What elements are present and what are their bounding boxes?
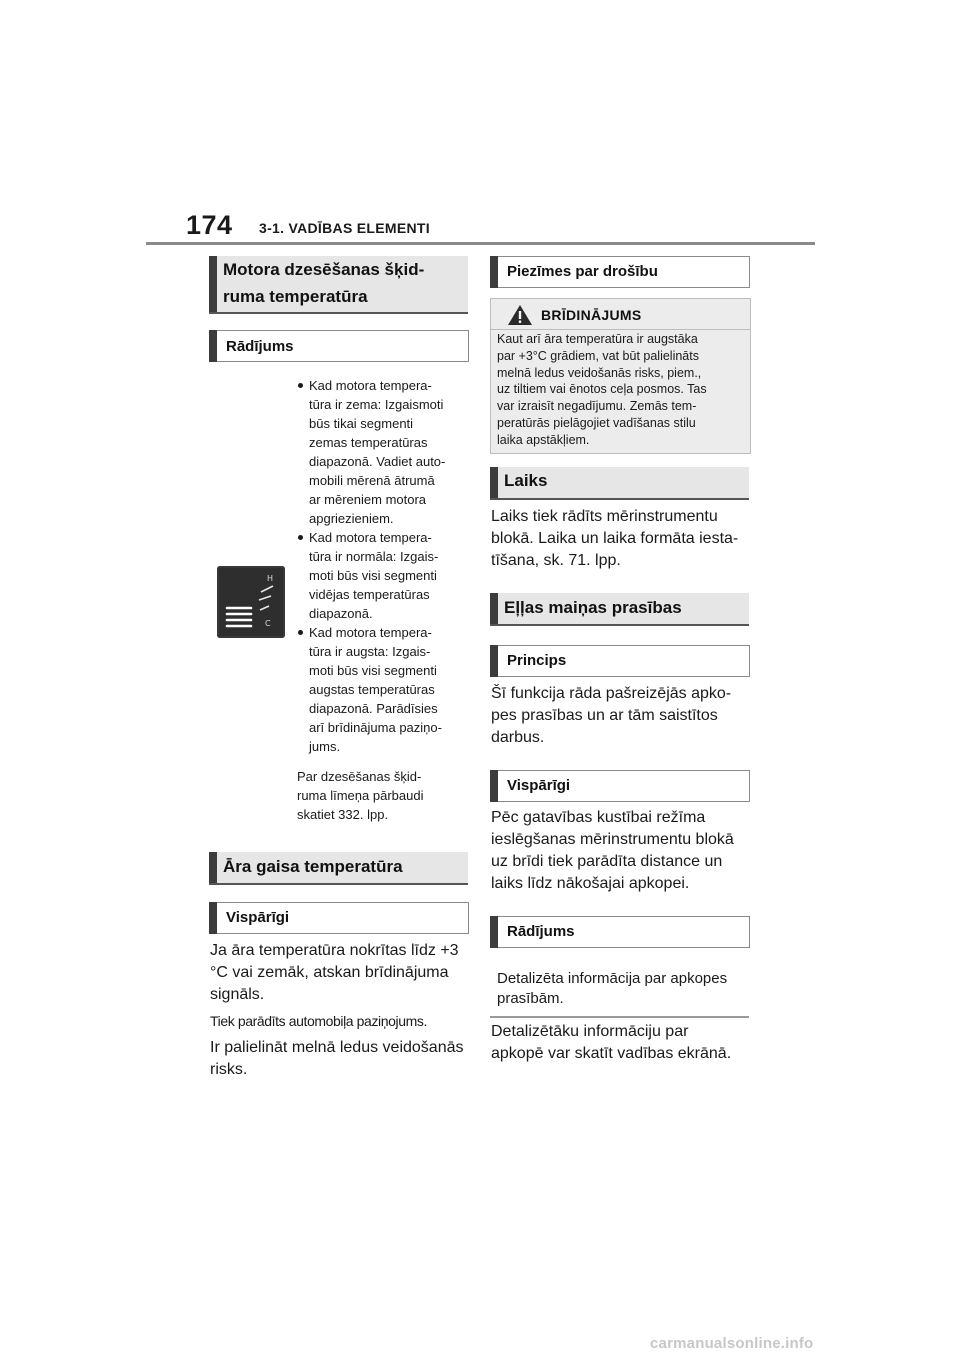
- service-info-box: [490, 966, 749, 1018]
- subheading-label: Piezīmes par drošību: [507, 263, 658, 280]
- warning-line: peratūrās pielāgojiet vadīšanas stilu: [497, 415, 696, 430]
- paragraph-line: ieslēgšanas mērinstrumentu blokā: [491, 831, 734, 848]
- paragraph-line: uz brīdi tiek parādīta distance un: [491, 853, 723, 870]
- subheading-accent-bar: [209, 902, 217, 934]
- vehicle-message-note: Tiek parādīts automobiļa paziņojums.: [210, 1013, 427, 1029]
- bullet-line: ar mēreniem motora: [309, 492, 427, 507]
- time-section-heading: [490, 467, 749, 500]
- list-item: [297, 528, 467, 623]
- svg-text:C: C: [265, 619, 271, 628]
- paragraph-line: Šī funkcija rāda pašreizējās apko-: [491, 685, 732, 702]
- safety-notes-subheading: [490, 256, 750, 288]
- subheading-accent-bar: [490, 256, 498, 288]
- list-item: [297, 623, 467, 756]
- paragraph-line: darbus.: [491, 729, 545, 746]
- subheading-accent-bar: [490, 770, 498, 802]
- bullet-line: diapazonā.: [309, 606, 373, 621]
- note-line: skatiet 332. lpp.: [297, 807, 389, 822]
- bullet-line: Kad motora tempera-: [309, 625, 432, 640]
- warning-line: var izraisīt negadījumu. Zemās tem-: [497, 399, 697, 414]
- paragraph-line: Laiks tiek rādīts mērinstrumentu: [491, 508, 718, 525]
- page-number: 174: [186, 210, 233, 240]
- service-info-text: [497, 969, 747, 1009]
- bullet-line: diapazonā. Parādīsies: [309, 701, 438, 716]
- subheading-accent-bar: [490, 916, 498, 948]
- paragraph-line: pes prasības un ar tām saistītos: [491, 707, 718, 724]
- chapter-title: 3-1. VADĪBAS ELEMENTI: [259, 220, 430, 236]
- bullet-line: tūra ir zema: Izgaismoti: [309, 397, 444, 412]
- warning-line: Kaut arī āra temperatūra ir augstāka: [497, 332, 698, 346]
- bullet-line: apgriezieniem.: [309, 511, 394, 526]
- svg-text:H: H: [267, 574, 274, 583]
- note-line: ruma līmeņa pārbaudi: [297, 788, 424, 803]
- paragraph-line: Ja āra temperatūra nokrītas līdz +3: [210, 942, 459, 959]
- coolant-level-note: [297, 767, 467, 824]
- paragraph-line: risks.: [210, 1061, 248, 1078]
- bullet-line: zemas temperatūras: [309, 435, 428, 450]
- paragraph-line: Detalizētāku informāciju par: [491, 1023, 689, 1040]
- section-title: Eļļas maiņas prasības: [504, 598, 682, 617]
- subheading-label: Vispārīgi: [507, 777, 571, 794]
- paragraph-line: blokā. Laika un laika formāta iesta-: [491, 530, 739, 547]
- subheading-label: Rādījums: [507, 923, 575, 940]
- principle-paragraph: [491, 683, 753, 749]
- paragraph-line: tīšana, sk. 71. lpp.: [491, 552, 621, 569]
- section-accent-bar: [209, 852, 217, 883]
- section-title: Āra gaisa temperatūra: [223, 857, 403, 876]
- paragraph-line: laiks līdz nākošajai apkopei.: [491, 875, 690, 892]
- bullet-line: arī brīdinājuma paziņo-: [309, 720, 442, 735]
- warning-box: [490, 298, 751, 454]
- oil-display-subheading: [490, 916, 750, 948]
- service-detail-paragraph: [491, 1021, 753, 1065]
- bullet-line: augstas temperatūras: [309, 682, 435, 697]
- list-item: [297, 376, 467, 528]
- oil-general-subheading: [490, 770, 750, 802]
- bullet-line: Kad motora tempera-: [309, 378, 432, 393]
- paragraph-line: apkopē var skatīt vadības ekrānā.: [491, 1045, 732, 1062]
- section-accent-bar: [490, 467, 498, 498]
- outside-temperature-section-heading: [209, 852, 468, 885]
- warning-line: laika apstākļiem.: [497, 432, 590, 447]
- coolant-temperature-gauge-icon: [217, 566, 285, 638]
- black-ice-paragraph: [210, 1037, 472, 1081]
- section-title-line1: Motora dzesēšanas šķid-: [223, 260, 425, 279]
- bullet-line: vidējas temperatūras: [309, 587, 430, 602]
- info-line: prasībām.: [497, 990, 564, 1007]
- bullet-line: moti būs visi segmenti: [309, 568, 437, 583]
- section-title: Laiks: [504, 471, 548, 490]
- bullet-line: tūra ir normāla: Izgais-: [309, 549, 439, 564]
- subheading-accent-bar: [490, 645, 498, 677]
- bullet-line: Kad motora tempera-: [309, 530, 432, 545]
- engine-display-subheading: [209, 330, 469, 362]
- bullet-line: tūra ir augsta: Izgais-: [309, 644, 431, 659]
- paragraph-line: Ir palielināt melnā ledus veidošanās: [210, 1039, 464, 1056]
- subheading-label: Rādījums: [226, 338, 294, 355]
- warning-line: uz tiltiem vai ēnotos ceļa posmos. Tas: [497, 382, 707, 397]
- paragraph-line: signāls.: [210, 986, 265, 1003]
- principle-subheading: [490, 645, 750, 677]
- warning-header: [491, 299, 750, 330]
- warning-line: melnā ledus veidošanās risks, piem.,: [497, 365, 702, 380]
- section-title-line2: ruma temperatūra: [223, 287, 368, 306]
- subheading-label: Princips: [507, 652, 567, 669]
- bullet-line: jums.: [309, 739, 341, 754]
- subheading-accent-bar: [209, 330, 217, 362]
- header-divider: [146, 242, 815, 245]
- warning-line: par +3°C grādiem, vat būt palielināts: [497, 348, 699, 363]
- time-paragraph: [491, 506, 753, 572]
- section-accent-bar: [490, 593, 498, 624]
- outside-temperature-paragraph: [210, 940, 472, 1006]
- subheading-label: Vispārīgi: [226, 909, 290, 926]
- warning-title: BRĪDINĀJUMS: [541, 307, 642, 323]
- bullet-line: mobili mērenā ātrumā: [309, 473, 435, 488]
- oil-general-paragraph: [491, 807, 753, 895]
- note-line: Par dzesēšanas šķid-: [297, 769, 422, 784]
- info-line: Detalizēta informācija par apkopes: [497, 970, 728, 987]
- engine-bullet-list: [297, 376, 467, 756]
- warning-triangle-icon: [507, 304, 533, 326]
- bullet-line: būs tikai segmenti: [309, 416, 414, 431]
- bullet-line: diapazonā. Vadiet auto-: [309, 454, 446, 469]
- section-accent-bar: [209, 256, 217, 312]
- warning-text: [497, 331, 743, 449]
- oil-change-section-heading: [490, 593, 749, 626]
- engine-coolant-section-heading: [209, 256, 468, 314]
- paragraph-line: °C vai zemāk, atskan brīdinājuma: [210, 964, 449, 981]
- paragraph-line: Pēc gatavības kustībai režīma: [491, 809, 706, 826]
- watermark: carmanualsonline.info: [650, 1335, 814, 1352]
- outside-general-subheading: [209, 902, 469, 934]
- bullet-line: moti būs visi segmenti: [309, 663, 437, 678]
